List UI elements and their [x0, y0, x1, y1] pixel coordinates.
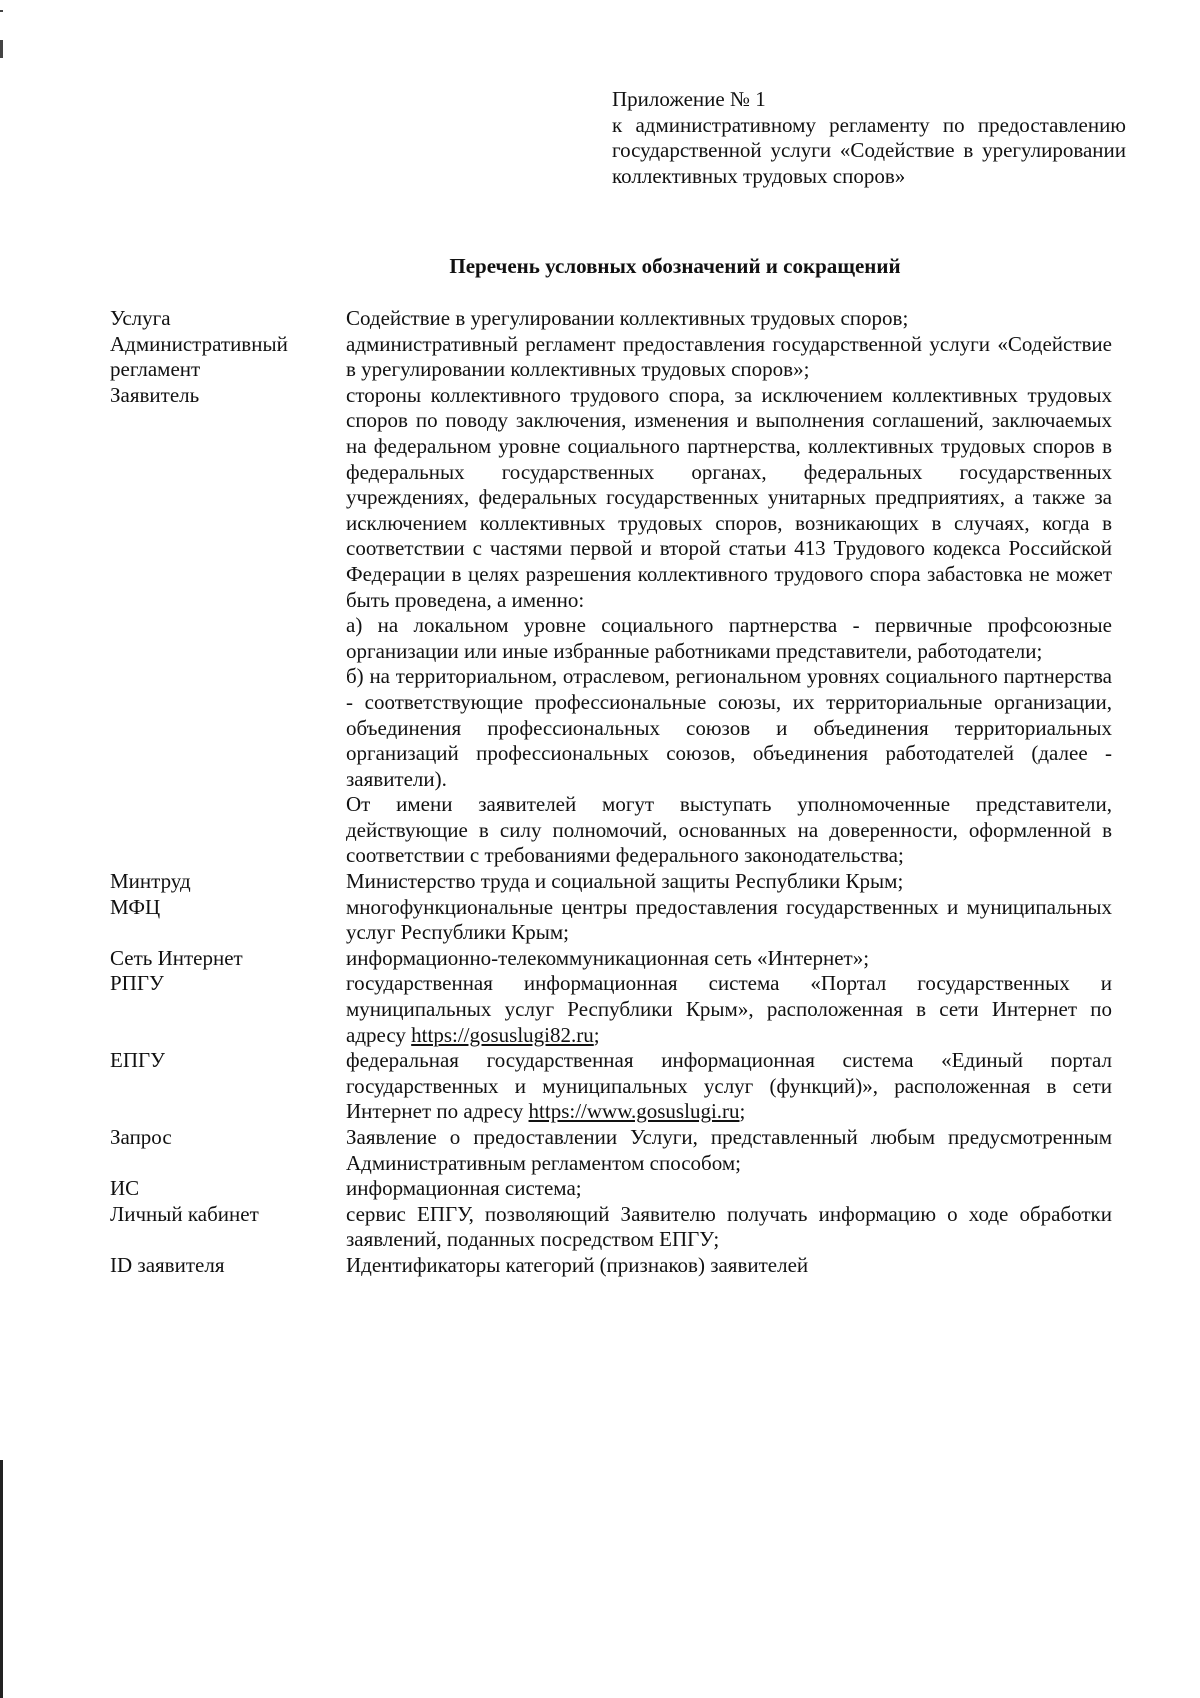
- term-row: [110, 1125, 1122, 1176]
- term-row: [110, 1253, 1122, 1279]
- term-definition: Заявление о предоставлении Услуги, представленный любым предусмотренным Административным регламентом способом;: [346, 1125, 1112, 1175]
- term-definition: Содействие в урегулировании коллективных трудовых споров;: [346, 306, 909, 330]
- term-row: [110, 869, 1122, 895]
- term-definition: многофункциональные центры предоставления государственных и муниципальных услуг Республики Крым;: [346, 894, 1112, 945]
- term-definition: информационно-телекоммуникационная сеть «Интернет»;: [346, 945, 870, 970]
- term-label: ID заявителя: [110, 1252, 225, 1277]
- term-row: [110, 1048, 1122, 1125]
- term-definition: государственная информационная система «Портал государственных и муниципальных услуг Республики Крым», расположенная в сети Интернет по адресу https://gosuslugi82.ru;: [346, 971, 1112, 1047]
- appendix-header: [612, 87, 1126, 189]
- document-title: Перечень условных обозначений и сокращений: [449, 254, 901, 278]
- epgu-link[interactable]: https://www.gosuslugi.ru: [528, 1099, 740, 1124]
- term-definition: Министерство труда и социальной защиты Республики Крым;: [346, 869, 904, 894]
- term-label: Административный регламент: [110, 331, 288, 382]
- appendix-reference: к административному регламенту по предоставлению государственной услуги «Содействие в урегулировании коллективных трудовых споров»: [612, 112, 1126, 188]
- term-label: Запрос: [110, 1125, 172, 1149]
- term-row: [110, 383, 1122, 869]
- rpgu-link[interactable]: https://gosuslugi82.ru: [411, 1022, 594, 1047]
- term-label: Заявитель: [110, 382, 200, 407]
- term-label: Личный кабинет: [110, 1201, 259, 1226]
- term-definition: сервис ЕПГУ, позволяющий Заявителю получать информацию о ходе обработки заявлений, поданных посредством ЕПГУ;: [346, 1201, 1112, 1252]
- term-definition: федеральная государственная информационная система «Единый портал государственных и муниципальных услуг (функций)», расположенная в сети Интернет по адресу https://www.gosuslugi.ru;: [346, 1048, 1112, 1124]
- term-label: Сеть Интернет: [110, 945, 243, 970]
- term-row: [110, 1202, 1122, 1253]
- term-label: Услуга: [110, 306, 171, 330]
- term-label: ИС: [110, 1176, 140, 1201]
- term-label: ЕПГУ: [110, 1048, 166, 1073]
- term-row: [110, 946, 1122, 972]
- appendix-number: Приложение № 1: [612, 87, 766, 111]
- term-definition: административный регламент предоставления государственной услуги «Содействие в урегулировании коллективных трудовых споров»;: [346, 331, 1112, 382]
- term-label: МФЦ: [110, 894, 161, 919]
- term-definition: стороны коллективного трудового спора, за исключением коллективных трудовых споров по поводу заключения, изменения и выполнения соглашений, заключаемых на федеральном уровне социального партнерства, коллективных трудовых споров в федеральных государственных органах, федеральных государственных учреждениях, федеральных государственных унитарных предприятиях, а также за исключением коллективных трудовых споров, возникающих в случаях, когда в соответствии с частями первой и второй статьи 413 Трудового кодекса Российской Федерации в целях разрешения коллективного трудового спора забастовка не может быть проведена, а именно: а) на локальном уровне социального партнерства - первичные профсоюзные организации или иные избранные работниками представители, работодатели; б) на территориальном, отраслевом, региональном уровнях социального партнерства - соответствующие профессиональные союзы, их территориальные организации, объединения профессиональных союзов и объединения территориальных организаций профессиональных союзов, объединения работодателей (далее - заявители). От имени заявителей могут выступать уполномоченные представители, действующие в силу полномочий, основанных на доверенности, оформленной в соответствии с требованиями федерального законодательства;: [346, 382, 1112, 868]
- term-label: Минтруд: [110, 869, 191, 894]
- term-row: [110, 895, 1122, 946]
- term-definition: информационная система;: [346, 1176, 582, 1201]
- term-row: [110, 971, 1122, 1048]
- term-label: РПГУ: [110, 971, 164, 996]
- terms-list: [110, 306, 1122, 1279]
- term-definition: Идентификаторы категорий (признаков) заявителей: [346, 1252, 809, 1277]
- term-row: [110, 332, 1122, 383]
- term-row: [110, 306, 1122, 332]
- term-row: [110, 1176, 1122, 1202]
